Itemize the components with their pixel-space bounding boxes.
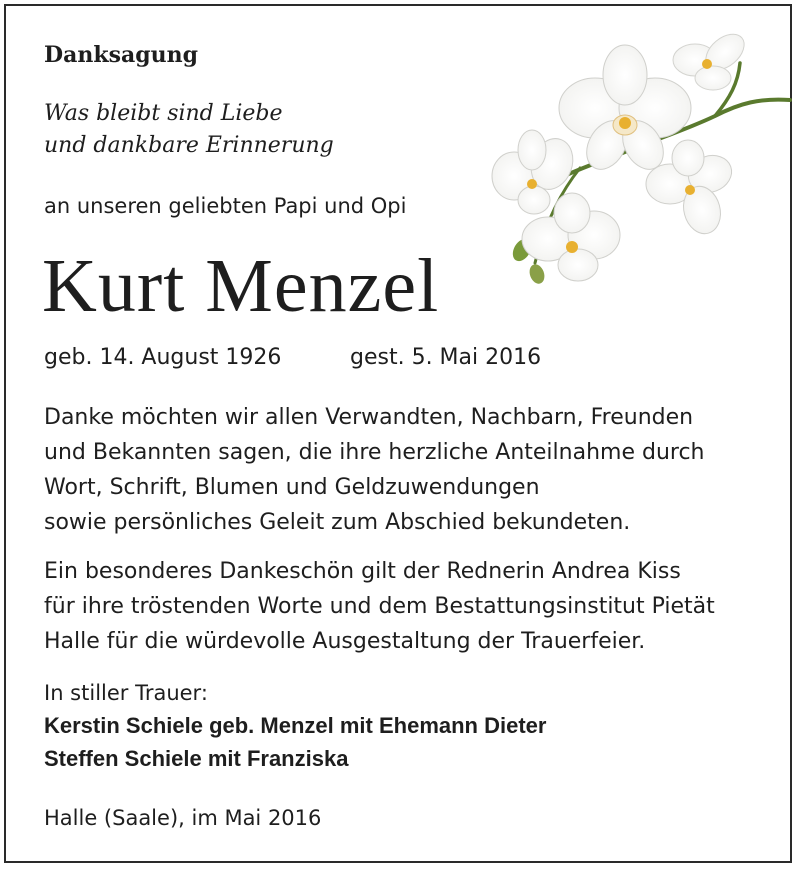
quote-line-2: und dankbare Erinnerung — [44, 133, 334, 158]
special-thanks-paragraph — [44, 554, 715, 659]
paragraph-line: für ihre tröstenden Worte und dem Bestattungsinstitut Pietät — [44, 594, 715, 619]
paragraph-line: Wort, Schrift, Blumen und Geldzuwendungen — [44, 475, 540, 500]
notice-heading: Danksagung — [44, 42, 198, 68]
paragraph-line: Danke möchten wir allen Verwandten, Nachbarn, Freunden — [44, 405, 694, 430]
birth-date: geb. 14. August 1926 — [44, 345, 282, 370]
thanks-paragraph — [44, 400, 705, 540]
paragraph-line: sowie persönliches Geleit zum Abschied bekundeten. — [44, 510, 631, 535]
quote-line-1: Was bleibt sind Liebe — [44, 101, 283, 126]
paragraph-line: Ein besonderes Dankeschön gilt der Rednerin Andrea Kiss — [44, 559, 681, 584]
deceased-name: Kurt Menzel — [42, 244, 440, 328]
paragraph-line: Halle für die würdevolle Ausgestaltung der Trauerfeier. — [44, 629, 646, 654]
signatory-2: Steffen Schiele mit Franziska — [44, 746, 349, 771]
life-dates — [44, 345, 542, 370]
intro-line: an unseren geliebten Papi und Opi — [44, 194, 407, 218]
orchid-flower-icon — [490, 18, 795, 290]
signatory-1: Kerstin Schiele geb. Menzel mit Ehemann Dieter — [44, 713, 547, 738]
death-date: gest. 5. Mai 2016 — [350, 345, 542, 370]
place-date: Halle (Saale), im Mai 2016 — [44, 806, 322, 830]
mourning-label: In stiller Trauer: — [44, 681, 208, 705]
paragraph-line: und Bekannten sagen, die ihre herzliche Anteilnahme durch — [44, 440, 705, 465]
